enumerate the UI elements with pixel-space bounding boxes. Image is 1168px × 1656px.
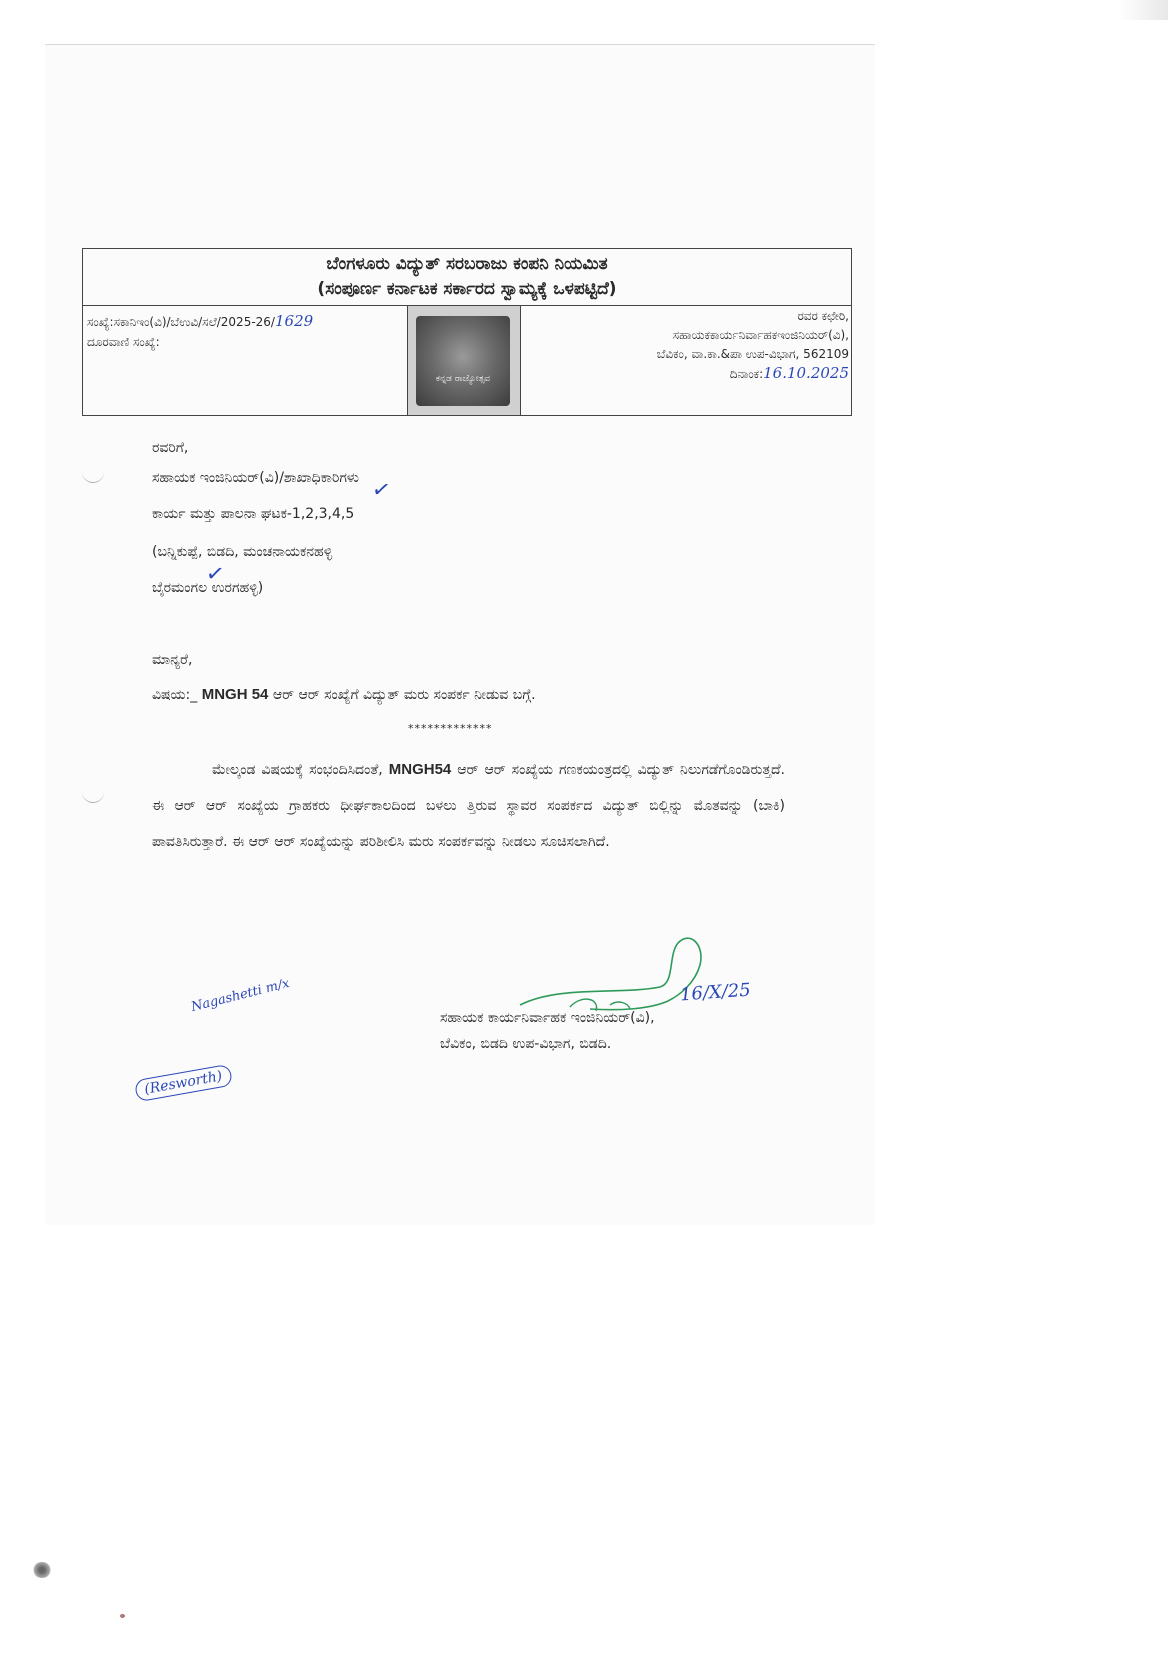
addressee-to: ರವರಿಗೆ, — [152, 440, 189, 456]
date-value: 16.10.2025 — [763, 364, 849, 382]
reference-block — [87, 311, 403, 352]
scan-dot — [120, 1614, 125, 1618]
scan-blot — [32, 1562, 52, 1578]
handwritten-note-2: (Resworth) — [134, 1064, 233, 1102]
subject-code: MNGH 54 — [201, 686, 269, 703]
letterhead-title — [83, 249, 851, 306]
scan-corner-mark — [1118, 0, 1168, 20]
office-line-3: ಬೆವಿಕಂ, ವಾ.ಕಾ.&ಪಾ ಉಪ-ವಿಭಾಗ, 562109 — [656, 347, 849, 361]
signature-block — [440, 1005, 655, 1057]
reference-line — [87, 311, 403, 332]
logo-text: ಕನ್ನಡ ರಾಜ್ಯೋತ್ಸವ — [435, 374, 491, 384]
signatory-title: ಸಹಾಯಕ ಕಾರ್ಯನಿರ್ವಾಹಕ ಇಂಜಿನಿಯರ್(ವಿ), — [440, 1010, 655, 1026]
signature-date: 16/X/25 — [679, 979, 752, 1006]
company-logo — [407, 306, 521, 415]
logo-emblem-icon — [416, 316, 510, 406]
body-code: MNGH54 — [388, 761, 452, 778]
tick-mark-icon: ✓ — [369, 476, 393, 505]
body-paragraph — [152, 752, 785, 860]
reference-number: 1629 — [274, 312, 314, 330]
handwritten-note-1: Nagashetti m/x — [189, 976, 292, 1015]
body-part-2: ಆರ್ ಆರ್ ಸಂಖ್ಯೆಯ ಗಣಕಯಂತ್ರದಲ್ಲಿ ವಿದ್ಯುತ್ ನಿಲುಗಡೆಗೊಂಡಿರುತ್ತದೆ. ಈ ಆರ್ ಆರ್ ಸಂಖ್ಯೆಯ ಗ್ರಾಹಕರು ಧೀರ್ಘಕಾಲದಿಂದ ಬಳಲು ತ್ತಿರುವ ಸ್ಥಾವರ ಸಂಪರ್ಕದ ವಿದ್ಯುತ್ ಬಿಲ್ಲಿನ್ನು ಮೊತವನ್ನು (ಬಾಕಿ) ಪಾವತಿಸಿರುತ್ತಾರೆ. ಈ ಆರ್ ಆರ್ ಸಂಖ್ಯೆಯನ್ನು ಪರಿಶೀಲಿಸಿ ಮರು ಸಂಪರ್ಕವನ್ನು ನೀಡಲು ಸೂಚಿಸಲಾಗಿದೆ. — [152, 762, 786, 850]
office-block — [523, 307, 849, 384]
addressee-line-1: ಸಹಾಯಕ ಇಂಜಿನಿಯರ್(ವಿ)/ಶಾಖಾಧಿಕಾರಿಗಳು — [152, 470, 359, 486]
body-part-1: ಮೇಲ್ಕಂಡ ವಿಷಯಕ್ಕೆ ಸಂಭಂದಿಸಿದಂತೆ, — [212, 762, 383, 778]
addressee-line-3: (ಬನ್ನಿಕುಪ್ಪೆ, ಬಿಡದಿ, ಮಂಚನಾಯಕನಹಳ್ಳಿ — [152, 544, 333, 560]
company-name: ಬೆಂಗಳೂರು ವಿದ್ಯುತ್ ಸರಬರಾಜು ಕಂಪನಿ ನಿಯಮಿತ — [326, 254, 608, 274]
letterhead — [82, 248, 852, 416]
scan-top-rule — [45, 44, 875, 45]
office-line-1: ರವರ ಕಛೇರಿ, — [797, 309, 849, 323]
subject-line — [152, 686, 536, 703]
subject-label: ವಿಷಯ:_ — [152, 687, 198, 703]
greeting: ಮಾನ್ಯರೆ, — [152, 652, 193, 668]
reference-label: ಸಂಖ್ಯೆ:ಸಕಾನಿಇಂ(ವಿ)/ಬೆಉವಿ/ಸಲೆ/2025-26/ — [87, 315, 275, 329]
tick-mark-icon: ✓ — [204, 560, 227, 589]
subject-text: ಆರ್ ಆರ್ ಸಂಖ್ಯೆಗೆ ವಿದ್ಯುತ್ ಮರು ಸಂಪರ್ಕ ನೀಡುವ ಬಗ್ಗೆ. — [272, 687, 536, 703]
addressee-line-2: ಕಾರ್ಯ ಮತ್ತು ಪಾಲನಾ ಘಟಕ-1,2,3,4,5 — [152, 506, 355, 522]
separator: ************* — [408, 722, 493, 735]
date-line — [523, 364, 849, 384]
company-ownership: (ಸಂಪೂರ್ಣ ಕರ್ನಾಟಕ ಸರ್ಕಾರದ ಸ್ವಾಮ್ಯಕ್ಕೆ ಒಳಪಟ್ಟಿದೆ) — [317, 279, 617, 299]
office-line-2: ಸಹಾಯಕಕಾರ್ಯನಿರ್ವಾಹಕಇಂಜಿನಿಯರ್(ವಿ), — [672, 328, 849, 342]
addressee-line-4: ಬೈರಮಂಗಲ ಉರಗಹಳ್ಳಿ) — [152, 580, 264, 596]
date-label: ದಿನಾಂಕ: — [729, 367, 764, 381]
phone-label: ದೂರವಾಣಿ ಸಂಖ್ಯೆ: — [87, 335, 160, 349]
signatory-office: ಬೆವಿಕಂ, ಬಿಡದಿ ಉಪ-ವಿಭಾಗ, ಬಿಡದಿ. — [440, 1036, 612, 1052]
